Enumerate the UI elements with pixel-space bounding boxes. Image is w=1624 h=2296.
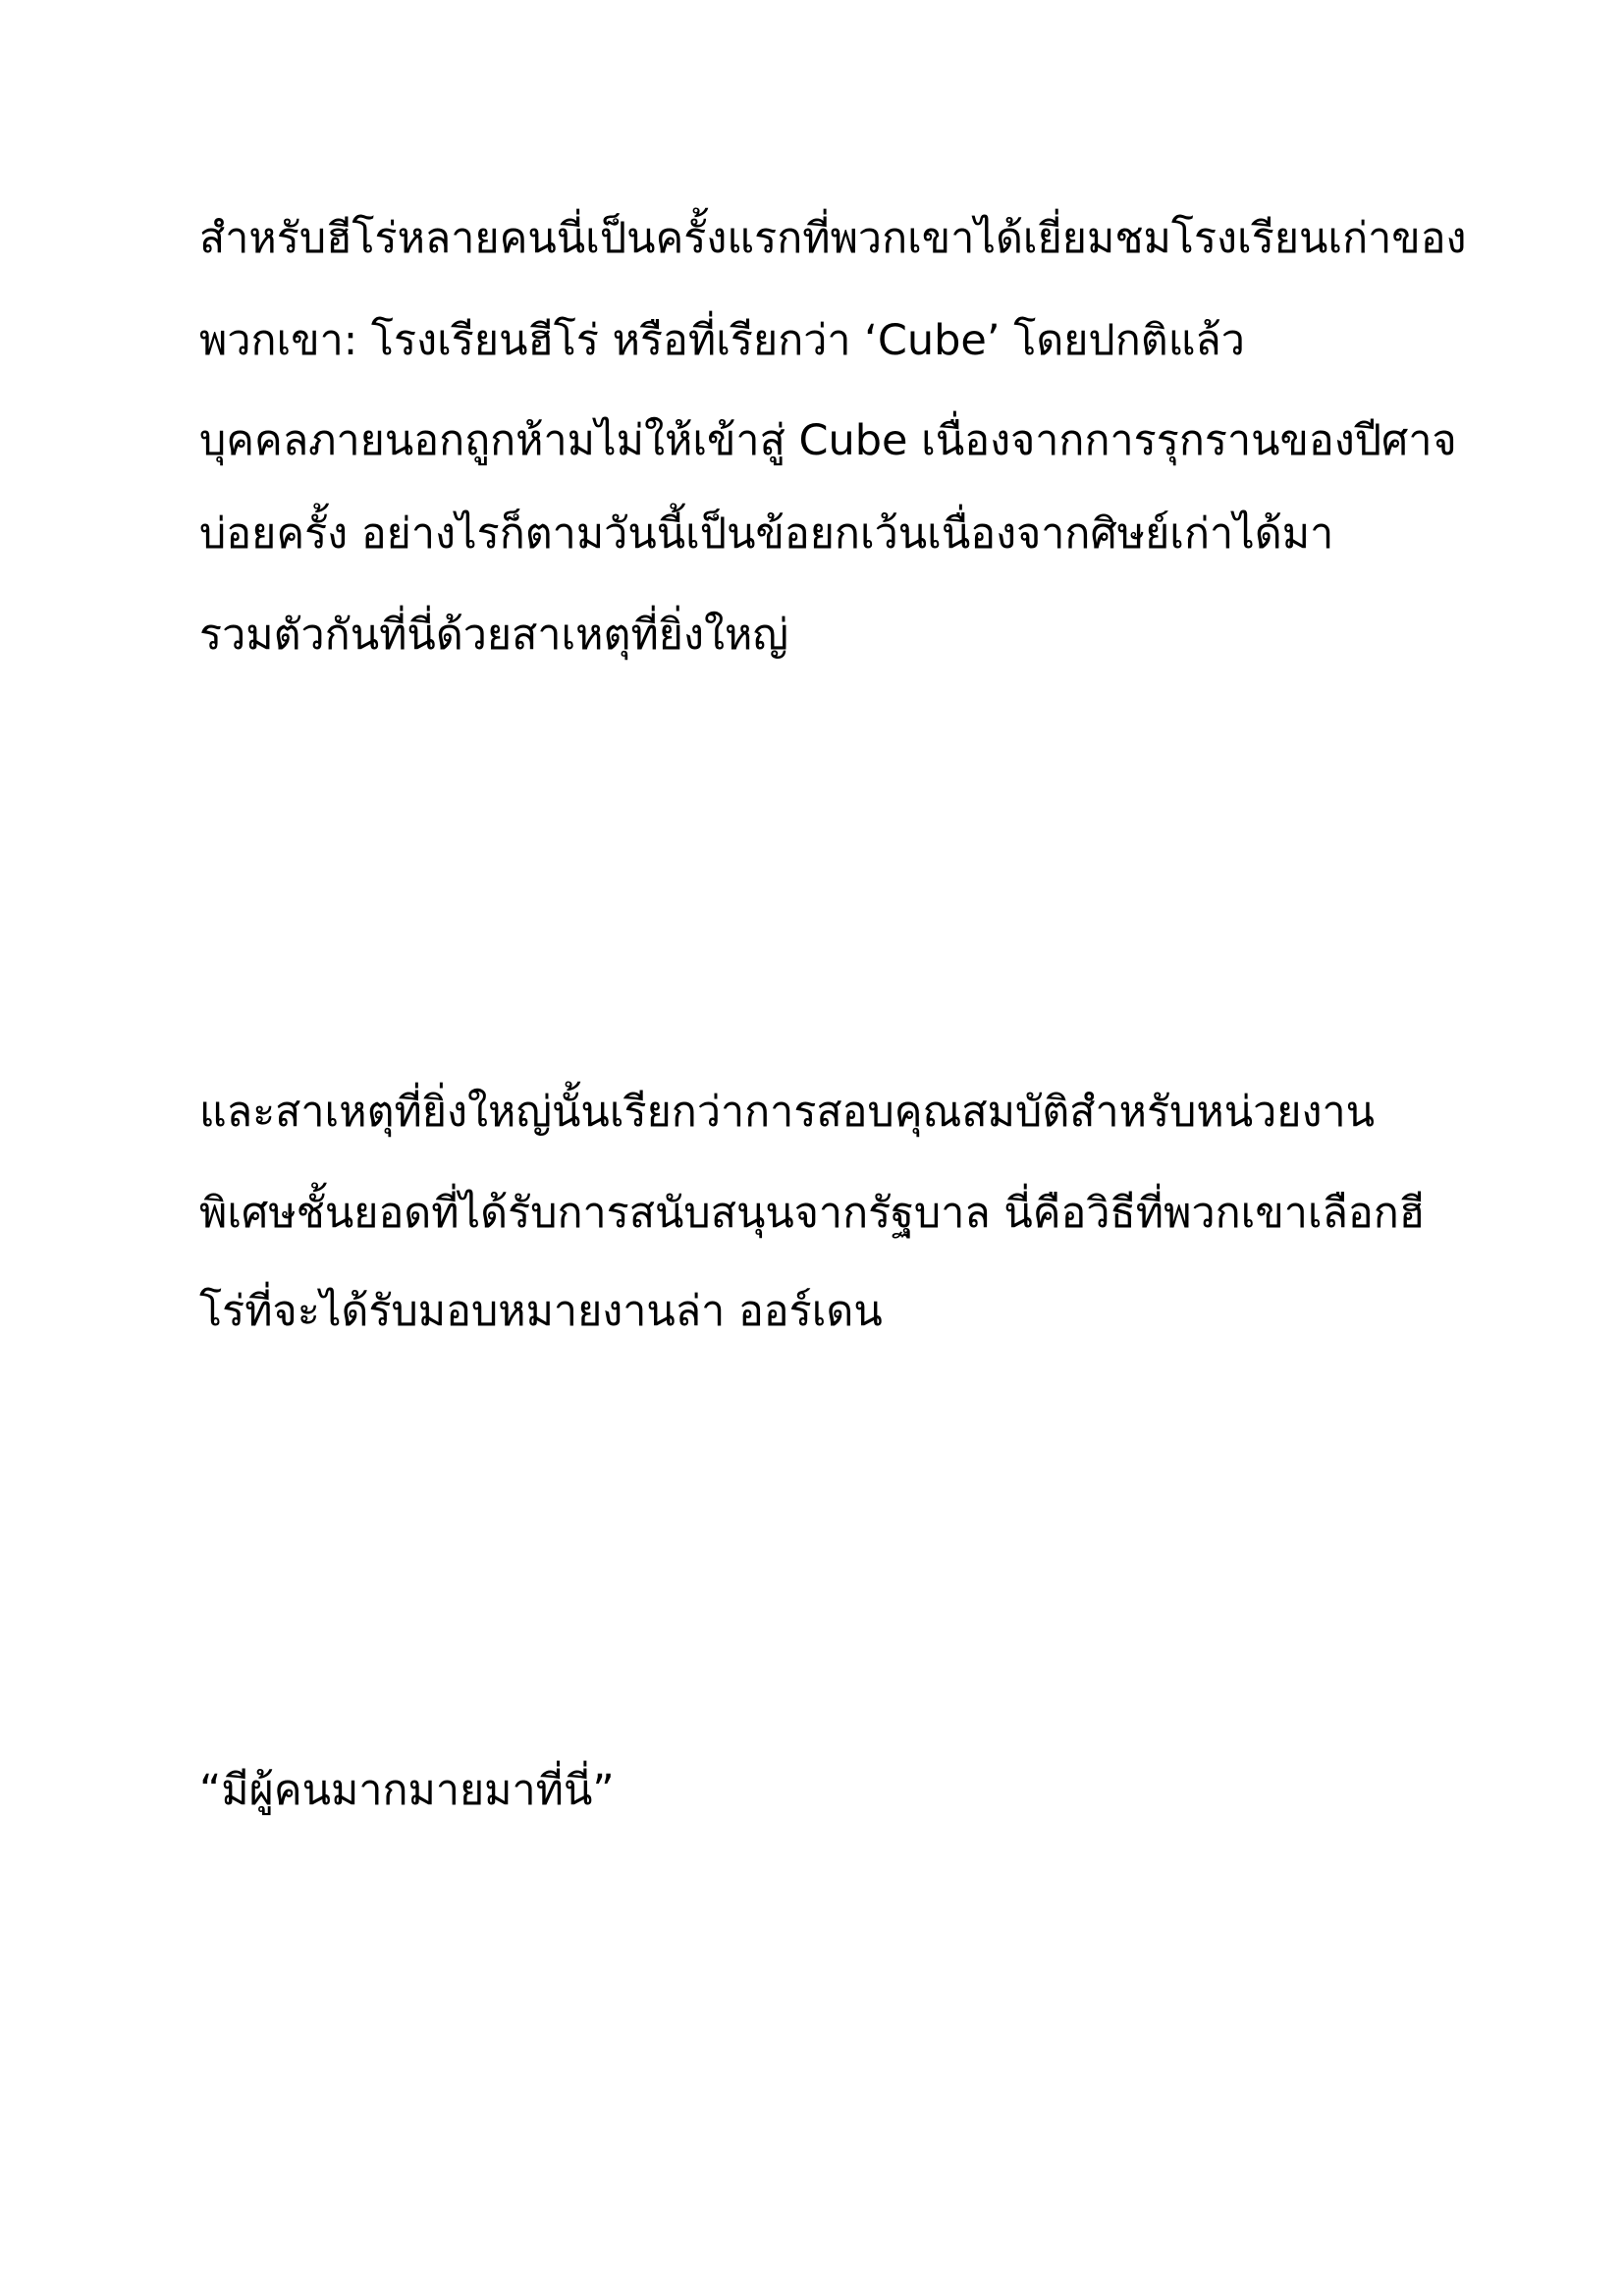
paragraph-1-line-3: บุคคลภายนอกถูกห้ามไม่ให้เข้าสู่ Cube เนื่องจากการรุกรานของปีศาจ [199, 416, 1457, 465]
paragraph-1-line-5: รวมตัวกันที่นี่ด้วยสาเหตุที่ยิ่งใหญ่ [199, 611, 788, 660]
paragraph-2-line-1: และสาเหตุที่ยิ่งใหญ่นั้นเรียกว่าการสอบคุณสมบัติสำหรับหน่วยงาน [199, 1088, 1375, 1137]
paragraph-2-line-2: พิเศษชั้นยอดที่ได้รับการสนับสนุนจากรัฐบาล นี่คือวิธีที่พวกเขาเลือกฮี [199, 1189, 1426, 1238]
paragraph-1-line-4: บ่อยครั้ง อย่างไรก็ตามวันนี้เป็นข้อยกเว้นเนื่องจากศิษย์เก่าได้มา [199, 509, 1334, 559]
paragraph-1-line-1: สำหรับฮีโร่หลายคนนี่เป็นครั้งแรกที่พวกเขาได้เยี่ยมชมโรงเรียนเก่าของ [199, 214, 1467, 263]
paragraph-1-line-2: พวกเขา: โรงเรียนฮีโร่ หรือที่เรียกว่า ‘Cube’ โดยปกติแล้ว [199, 316, 1245, 365]
paragraph-3-line-1: “มีผู้คนมากมายมาที่นี่” [199, 1766, 615, 1815]
paragraph-2-line-3: โร่ที่จะได้รับมอบหมายงานล่า ออร์เดน [199, 1287, 883, 1336]
